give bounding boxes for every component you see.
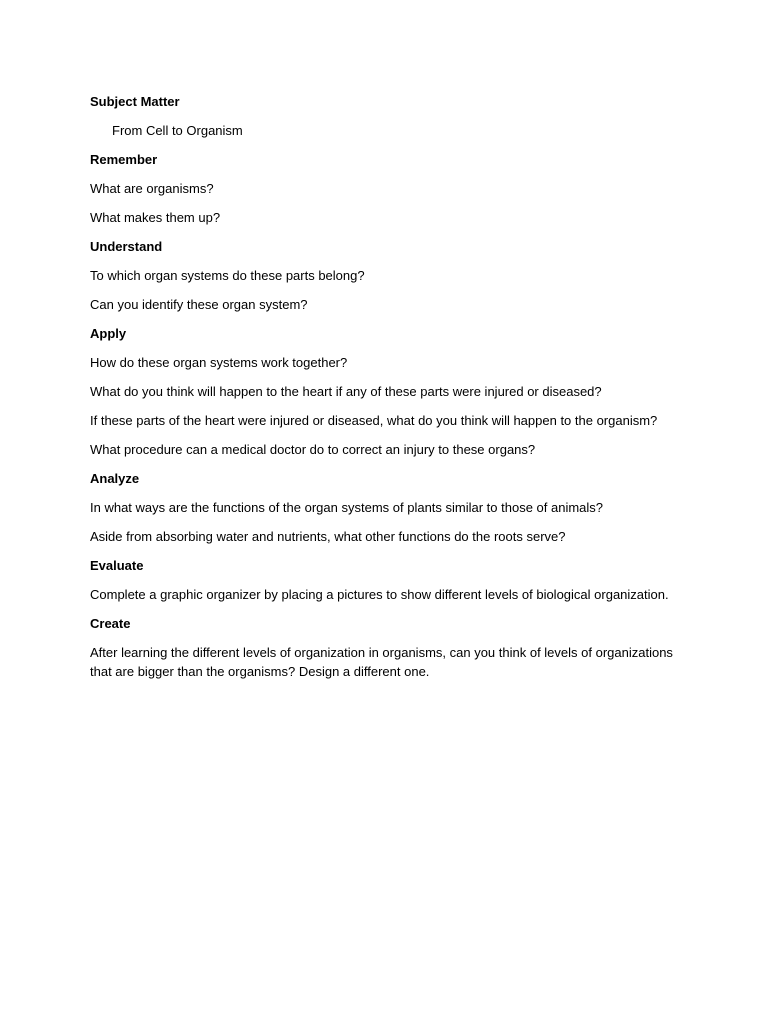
apply-question-2: What do you think will happen to the heart if any of these parts were injured or diseased? xyxy=(90,384,602,399)
understand-heading: Understand xyxy=(90,239,163,254)
remember-question-1: What are organisms? xyxy=(90,181,214,196)
apply-heading: Apply xyxy=(90,326,127,341)
create-question-1: After learning the different levels of organization in organisms, can you think of levels of organizations that are bigger than the organisms? Design a different one. xyxy=(90,645,673,679)
subject-heading: Subject Matter xyxy=(90,94,180,109)
evaluate-heading: Evaluate xyxy=(90,558,144,573)
document-page xyxy=(90,92,690,691)
analyze-question-1: In what ways are the functions of the organ systems of plants similar to those of animals? xyxy=(90,500,604,515)
subject-value: From Cell to Organism xyxy=(112,123,243,138)
analyze-heading: Analyze xyxy=(90,471,140,486)
understand-question-2: Can you identify these organ system? xyxy=(90,297,308,312)
create-heading: Create xyxy=(90,616,131,631)
remember-question-2: What makes them up? xyxy=(90,210,221,225)
understand-question-1: To which organ systems do these parts belong? xyxy=(90,268,365,283)
apply-question-4: What procedure can a medical doctor do to correct an injury to these organs? xyxy=(90,442,536,457)
apply-question-3: If these parts of the heart were injured or diseased, what do you think will happen to the organism? xyxy=(90,413,658,428)
apply-question-1: How do these organ systems work together? xyxy=(90,355,348,370)
evaluate-question-1: Complete a graphic organizer by placing a pictures to show different levels of biological organization. xyxy=(90,587,669,602)
remember-heading: Remember xyxy=(90,152,158,167)
analyze-question-2: Aside from absorbing water and nutrients, what other functions do the roots serve? xyxy=(90,529,566,544)
